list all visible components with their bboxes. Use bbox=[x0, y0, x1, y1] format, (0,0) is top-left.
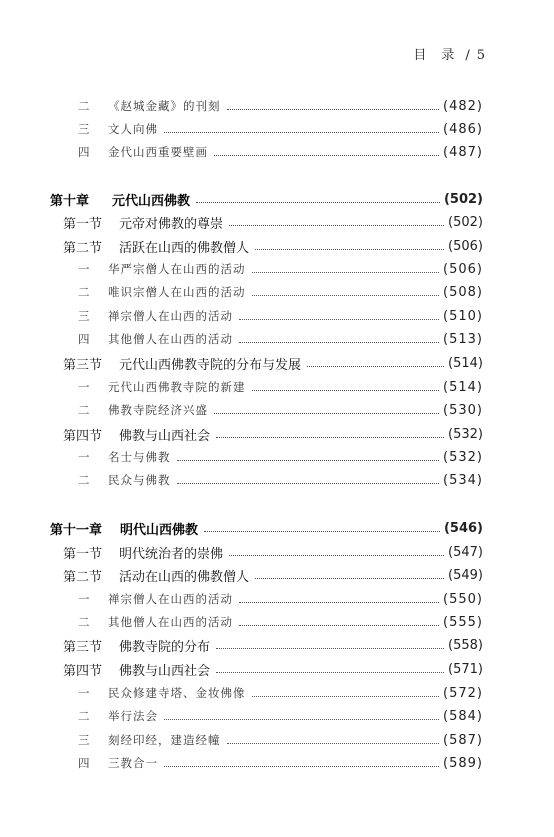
dot-leader bbox=[164, 719, 439, 720]
toc-entry-page: (508) bbox=[443, 284, 483, 300]
toc-entry-sub bbox=[0, 612, 554, 632]
dot-leader bbox=[227, 743, 440, 744]
toc-entry-title: 佛教寺院经济兴盛 bbox=[108, 403, 208, 417]
toc-entry-title: 《赵城金藏》的刊刻 bbox=[108, 99, 221, 113]
toc-entry-title: 举行法会 bbox=[108, 709, 158, 723]
dot-leader bbox=[307, 366, 444, 367]
toc-entry-title: 元代山西佛教寺院的新建 bbox=[108, 380, 246, 394]
dot-leader bbox=[164, 132, 439, 133]
toc-entry-number: 第二节 bbox=[63, 569, 103, 585]
toc-entry-label bbox=[78, 472, 171, 488]
running-header bbox=[413, 44, 486, 63]
toc-entry-title: 刻经印经，建造经幢 bbox=[108, 733, 221, 747]
toc-entry-title: 元代山西佛教寺院的分布与发展 bbox=[119, 357, 302, 373]
toc-entry-title: 明代统治者的崇佛 bbox=[119, 546, 224, 562]
toc-entry-page: (506) bbox=[448, 238, 483, 254]
dot-leader bbox=[239, 602, 439, 603]
toc-entry-label bbox=[78, 755, 158, 771]
header-separator: / bbox=[465, 48, 471, 63]
toc-entry-section bbox=[0, 659, 554, 679]
toc-entry-number: 三 bbox=[78, 733, 91, 747]
toc-entry-page: (549) bbox=[448, 567, 483, 583]
toc-entry-title: 民众与佛教 bbox=[108, 473, 171, 487]
toc-entry-title: 元帝对佛教的尊崇 bbox=[119, 216, 224, 232]
toc-entry-section bbox=[0, 542, 554, 562]
toc-entry-number: 四 bbox=[78, 332, 91, 346]
toc-entry-sub bbox=[0, 683, 554, 703]
toc-entry-sub bbox=[0, 753, 554, 773]
toc-entry-label bbox=[78, 98, 221, 114]
toc-entry-page: (558) bbox=[448, 637, 483, 653]
toc-entry-label bbox=[78, 402, 208, 418]
toc-entry-page: (587) bbox=[443, 732, 483, 748]
dot-leader bbox=[229, 555, 444, 556]
dot-leader bbox=[177, 460, 440, 461]
toc-entry-page: (571) bbox=[448, 661, 483, 677]
dot-leader bbox=[214, 155, 439, 156]
toc-entry-label bbox=[63, 425, 210, 444]
toc-entry-title: 佛教寺院的分布 bbox=[119, 639, 211, 655]
toc-entry-section bbox=[0, 236, 554, 256]
toc-entry-number: 第十一章 bbox=[50, 522, 103, 538]
toc-entry-page: (487) bbox=[443, 144, 483, 160]
toc-entry-number: 第一节 bbox=[63, 546, 103, 562]
toc-entry-label bbox=[78, 308, 233, 324]
toc-entry-label bbox=[78, 121, 158, 137]
dot-leader bbox=[239, 319, 439, 320]
dot-leader bbox=[214, 413, 439, 414]
toc-entry-number: 四 bbox=[78, 756, 91, 770]
toc-entry-label bbox=[78, 708, 158, 724]
toc-entry-number: 二 bbox=[78, 473, 91, 487]
toc-entry-sub bbox=[0, 470, 554, 490]
toc-entry-page: (514) bbox=[448, 355, 483, 371]
toc-entry-page: (584) bbox=[443, 708, 483, 724]
toc-entry-number: 三 bbox=[78, 122, 91, 136]
toc-entry-label bbox=[63, 566, 249, 585]
toc-entry-sub bbox=[0, 377, 554, 397]
toc-entry-page: (482) bbox=[443, 98, 483, 114]
header-page-number: 5 bbox=[476, 48, 486, 63]
toc-entry-section bbox=[0, 565, 554, 585]
dot-leader bbox=[229, 225, 444, 226]
dot-leader bbox=[196, 202, 440, 203]
dot-leader bbox=[252, 272, 440, 273]
dot-leader bbox=[239, 625, 439, 626]
toc-entry-label bbox=[78, 144, 208, 160]
toc-entry-title: 元代山西佛教 bbox=[112, 193, 191, 209]
toc-entry-number: 二 bbox=[78, 99, 91, 113]
toc-entry-title: 三教合一 bbox=[108, 756, 158, 770]
toc-entry-sub bbox=[0, 119, 554, 139]
toc-entry-title: 明代山西佛教 bbox=[120, 522, 199, 538]
toc-entry-number: 三 bbox=[78, 309, 91, 323]
toc-entry-title: 佛教与山西社会 bbox=[119, 663, 211, 679]
toc-entry-title: 佛教与山西社会 bbox=[119, 428, 211, 444]
toc-entry-label bbox=[63, 636, 210, 655]
toc-entry-label bbox=[78, 261, 246, 277]
toc-entry-page: (486) bbox=[443, 121, 483, 137]
toc-entry-title: 其他僧人在山西的活动 bbox=[108, 332, 233, 346]
toc-entry-title: 活跃在山西的佛教僧人 bbox=[119, 240, 250, 256]
toc-entry-page: (589) bbox=[443, 755, 483, 771]
toc-entry-label bbox=[50, 190, 190, 209]
toc-entry-page: (530) bbox=[443, 402, 483, 418]
toc-entry-number: 一 bbox=[78, 686, 91, 700]
toc-entry-page: (510) bbox=[443, 308, 483, 324]
toc-entry-label bbox=[63, 213, 223, 232]
toc-entry-label bbox=[63, 660, 210, 679]
toc-entry-number: 第二节 bbox=[63, 240, 103, 256]
toc-entry-page: (506) bbox=[443, 261, 483, 277]
dot-leader bbox=[252, 295, 440, 296]
toc-entry-label bbox=[78, 284, 246, 300]
header-label: 目 录 bbox=[413, 48, 456, 63]
toc-entry-number: 二 bbox=[78, 615, 91, 629]
toc-entry-label bbox=[63, 354, 301, 373]
toc-entry-page: (550) bbox=[443, 591, 483, 607]
dot-leader bbox=[177, 483, 440, 484]
toc-entry-number: 二 bbox=[78, 285, 91, 299]
toc-entry-number: 四 bbox=[78, 145, 91, 159]
toc-entry-sub bbox=[0, 306, 554, 326]
toc-entry-label bbox=[63, 543, 223, 562]
toc-entry-page: (502) bbox=[448, 214, 483, 230]
toc-entry-label bbox=[78, 591, 233, 607]
toc-entry-chapter bbox=[0, 189, 554, 209]
toc-entry-label bbox=[78, 331, 233, 347]
toc-entry-number: 二 bbox=[78, 403, 91, 417]
toc-entry-label bbox=[78, 449, 171, 465]
toc-entry-label bbox=[78, 379, 246, 395]
toc-entry-number: 一 bbox=[78, 380, 91, 394]
dot-leader bbox=[216, 672, 444, 673]
toc-entry-title: 华严宗僧人在山西的活动 bbox=[108, 262, 246, 276]
toc-entry-page: (555) bbox=[443, 614, 483, 630]
toc-entry-page: (532) bbox=[443, 449, 483, 465]
toc-entry-label bbox=[63, 237, 249, 256]
toc-entry-chapter bbox=[0, 518, 554, 538]
toc-entry-sub bbox=[0, 589, 554, 609]
toc-entry-section bbox=[0, 635, 554, 655]
dot-leader bbox=[216, 437, 444, 438]
dot-leader bbox=[255, 578, 444, 579]
toc-entry-page: (513) bbox=[443, 331, 483, 347]
toc-entry-number: 一 bbox=[78, 262, 91, 276]
toc-entry-title: 唯识宗僧人在山西的活动 bbox=[108, 285, 246, 299]
toc-entry-section bbox=[0, 353, 554, 373]
toc-entry-number: 一 bbox=[78, 450, 91, 464]
toc-entry-page: (532) bbox=[448, 426, 483, 442]
toc-entry-sub bbox=[0, 282, 554, 302]
toc-entry-sub bbox=[0, 447, 554, 467]
toc-entry-number: 第一节 bbox=[63, 216, 103, 232]
dot-leader bbox=[239, 342, 439, 343]
toc-entry-number: 第四节 bbox=[63, 663, 103, 679]
toc-entry-label bbox=[50, 519, 198, 538]
toc-entry-number: 一 bbox=[78, 592, 91, 606]
toc-entry-title: 民众修建寺塔、金妆佛像 bbox=[108, 686, 246, 700]
toc-entry-title: 禅宗僧人在山西的活动 bbox=[108, 592, 233, 606]
toc-entry-section bbox=[0, 424, 554, 444]
toc-entry-page: (502) bbox=[443, 191, 483, 207]
toc-entry-number: 第十章 bbox=[50, 193, 90, 209]
toc-entry-number: 第三节 bbox=[63, 639, 103, 655]
toc-entry-title: 活动在山西的佛教僧人 bbox=[119, 569, 250, 585]
toc-entry-page: (534) bbox=[443, 472, 483, 488]
toc-entry-title: 金代山西重要壁画 bbox=[108, 145, 208, 159]
toc-entry-title: 其他僧人在山西的活动 bbox=[108, 615, 233, 629]
toc-entry-page: (547) bbox=[448, 544, 483, 560]
toc-entry-sub bbox=[0, 329, 554, 349]
toc-entry-page: (546) bbox=[443, 520, 483, 536]
toc-entry-title: 文人向佛 bbox=[108, 122, 158, 136]
toc-entry-sub bbox=[0, 142, 554, 162]
toc-entry-label bbox=[78, 685, 246, 701]
toc-entry-sub bbox=[0, 259, 554, 279]
dot-leader bbox=[216, 648, 444, 649]
toc-entry-sub bbox=[0, 96, 554, 116]
toc-entry-sub bbox=[0, 730, 554, 750]
toc-entry-title: 名士与佛教 bbox=[108, 450, 171, 464]
dot-leader bbox=[164, 766, 439, 767]
toc-entry-sub bbox=[0, 706, 554, 726]
toc-entry-section bbox=[0, 212, 554, 232]
toc-entry-sub bbox=[0, 400, 554, 420]
dot-leader bbox=[252, 696, 440, 697]
toc-entry-label bbox=[78, 732, 221, 748]
toc-entry-page: (514) bbox=[443, 379, 483, 395]
dot-leader bbox=[252, 390, 440, 391]
toc-entry-number: 第三节 bbox=[63, 357, 103, 373]
dot-leader bbox=[204, 531, 440, 532]
toc-entry-label bbox=[78, 614, 233, 630]
toc-entry-number: 二 bbox=[78, 709, 91, 723]
dot-leader bbox=[255, 249, 444, 250]
toc-entry-title: 禅宗僧人在山西的活动 bbox=[108, 309, 233, 323]
toc-entry-page: (572) bbox=[443, 685, 483, 701]
dot-leader bbox=[227, 109, 440, 110]
toc-entry-number: 第四节 bbox=[63, 428, 103, 444]
